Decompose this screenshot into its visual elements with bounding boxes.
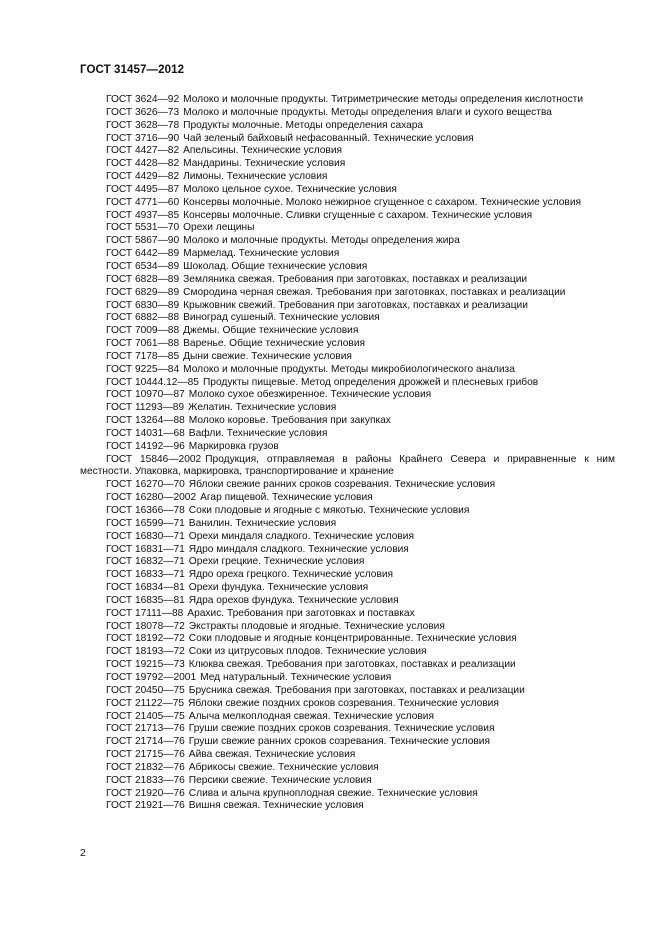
reference-entry xyxy=(80,222,615,235)
reference-code: ГОСТ 21714—76 xyxy=(106,736,185,748)
reference-entry xyxy=(80,723,615,736)
reference-code: ГОСТ 16834—81 xyxy=(106,582,185,594)
reference-title: Молоко и молочные продукты. Методы определения влаги и сухого вещества xyxy=(183,106,552,118)
reference-code: ГОСТ 15846—2002 xyxy=(106,453,202,465)
reference-title: Смородина черная свежая. Требования при заготовках, поставках и реализации xyxy=(183,286,566,298)
reference-entry xyxy=(80,454,615,480)
reference-code: ГОСТ 16270—70 xyxy=(106,479,185,491)
reference-title: Джемы. Общие технические условия xyxy=(183,325,359,337)
reference-entry xyxy=(80,492,615,505)
reference-code: ГОСТ 5531—70 xyxy=(106,222,180,234)
reference-title: Ядро ореха грецкого. Технические условия xyxy=(188,569,394,581)
reference-entry xyxy=(80,133,615,146)
reference-entry xyxy=(80,762,615,775)
reference-code: ГОСТ 20450—75 xyxy=(106,684,185,696)
reference-entry xyxy=(80,428,615,441)
reference-entry xyxy=(80,377,615,390)
reference-title: Молоко и молочные продукты. Титриметрические методы определения кислотности xyxy=(183,94,584,105)
reference-title: Персики свежие. Технические условия xyxy=(188,774,372,786)
reference-entry xyxy=(80,749,615,762)
reference-entry xyxy=(80,505,615,518)
reference-code: ГОСТ 21405—75 xyxy=(106,710,185,722)
reference-title: Мармелад. Технические условия xyxy=(183,248,340,260)
reference-entry xyxy=(80,685,615,698)
reference-title: Крыжовник свежий. Требования при заготовках, поставках и реализации xyxy=(183,299,528,311)
reference-title: Ванилин. Технические условия xyxy=(188,517,337,529)
reference-code: ГОСТ 21715—76 xyxy=(106,749,185,761)
reference-title: Молоко сухое обезжиренное. Технические условия xyxy=(188,389,432,401)
reference-title: Алыча мелкоплодная свежая. Технические условия xyxy=(188,710,435,722)
reference-code: ГОСТ 21122—75 xyxy=(106,697,185,709)
reference-title: Абрикосы свежие. Технические условия xyxy=(188,761,379,773)
reference-code: ГОСТ 4429—82 xyxy=(106,171,180,183)
reference-code: ГОСТ 10444.12—85 xyxy=(106,376,199,388)
reference-entry xyxy=(80,158,615,171)
reference-code: ГОСТ 16280—2002 xyxy=(106,492,197,504)
reference-title: Вафли. Технические условия xyxy=(188,427,328,439)
reference-code: ГОСТ 21713—76 xyxy=(106,723,185,735)
reference-title: Яблоки свежие ранних сроков созревания. Технические условия xyxy=(188,479,496,491)
reference-title: Шоколад. Общие технические условия xyxy=(183,260,368,272)
reference-entry xyxy=(80,197,615,210)
reference-title: Ядра орехов фундука. Технические условия xyxy=(188,594,399,606)
reference-code: ГОСТ 11293—89 xyxy=(106,402,185,414)
reference-entry xyxy=(80,659,615,672)
reference-title: Соки плодовые и ягодные концентрированные. Технические условия xyxy=(188,633,517,645)
reference-entry xyxy=(80,788,615,801)
reference-code: ГОСТ 17111—88 xyxy=(106,607,184,619)
reference-code: ГОСТ 21920—76 xyxy=(106,787,185,799)
reference-code: ГОСТ 4771—60 xyxy=(106,196,180,208)
reference-code: ГОСТ 18078—72 xyxy=(106,620,185,632)
reference-code: ГОСТ 14192—96 xyxy=(106,440,185,452)
reference-entry xyxy=(80,633,615,646)
reference-title: Айва свежая. Технические условия xyxy=(188,749,356,761)
reference-entry xyxy=(80,531,615,544)
reference-entry xyxy=(80,698,615,711)
reference-code: ГОСТ 16831—71 xyxy=(106,543,185,555)
reference-entry xyxy=(80,312,615,325)
reference-code: ГОСТ 21833—76 xyxy=(106,774,185,786)
reference-code: ГОСТ 3624—92 xyxy=(106,94,180,105)
reference-title: Агар пищевой. Технические условия xyxy=(200,492,373,504)
page-number: 2 xyxy=(80,847,86,859)
reference-entry xyxy=(80,441,615,454)
reference-title: Желатин. Технические условия xyxy=(188,402,337,414)
reference-entry xyxy=(80,415,615,428)
reference-entry xyxy=(80,608,615,621)
reference-title: Мед натуральный. Технические условия xyxy=(200,671,392,683)
reference-entry xyxy=(80,672,615,685)
reference-entry xyxy=(80,518,615,531)
reference-code: ГОСТ 18192—72 xyxy=(106,633,185,645)
reference-title: Орехи лещины xyxy=(183,222,255,234)
reference-title: Орехи миндаля сладкого. Технические условия xyxy=(188,530,414,542)
reference-entry xyxy=(80,248,615,261)
reference-title: Молоко коровье. Требования при закупках xyxy=(188,415,391,427)
reference-title: Экстракты плодовые и ягодные. Технические условия xyxy=(188,620,445,632)
reference-code: ГОСТ 7009—88 xyxy=(106,325,180,337)
reference-title: Арахис. Требования при заготовках и поставках xyxy=(187,607,415,619)
reference-entry xyxy=(80,274,615,287)
reference-entry xyxy=(80,235,615,248)
reference-entry xyxy=(80,389,615,402)
reference-code: ГОСТ 4495—87 xyxy=(106,183,180,195)
reference-title: Слива и алыча крупноплодная свежие. Технические условия xyxy=(188,787,478,799)
reference-code: ГОСТ 4937—85 xyxy=(106,209,180,221)
reference-entry xyxy=(80,287,615,300)
reference-code: ГОСТ 3716—90 xyxy=(106,132,180,144)
reference-title: Маркировка грузов xyxy=(188,440,279,452)
reference-code: ГОСТ 6534—89 xyxy=(106,260,180,272)
reference-code: ГОСТ 19215—73 xyxy=(106,659,185,671)
reference-code: ГОСТ 6828—89 xyxy=(106,273,180,285)
reference-entry xyxy=(80,145,615,158)
reference-entry xyxy=(80,595,615,608)
reference-title: Мандарины. Технические условия xyxy=(183,158,346,170)
reference-code: ГОСТ 7061—88 xyxy=(106,338,180,350)
reference-title: Брусника свежая. Требования при заготовках, поставках и реализации xyxy=(188,684,525,696)
reference-code: ГОСТ 18193—72 xyxy=(106,646,185,658)
reference-title: Продукты молочные. Методы определения сахара xyxy=(183,119,424,131)
reference-code: ГОСТ 10970—87 xyxy=(106,389,185,401)
reference-code: ГОСТ 14031—68 xyxy=(106,427,185,439)
reference-entry xyxy=(80,338,615,351)
reference-title: Земляника свежая. Требования при заготовках, поставках и реализации xyxy=(183,273,528,285)
reference-entry xyxy=(80,120,615,133)
reference-code: ГОСТ 16366—78 xyxy=(106,505,185,516)
reference-entry xyxy=(80,582,615,595)
reference-entry xyxy=(80,184,615,197)
reference-title: Виноград сушеный. Технические условия xyxy=(183,312,380,324)
reference-title: Клюква свежая. Требования при заготовках, поставках и реализации xyxy=(188,659,516,671)
reference-title: Продукция, отправляемая в районы Крайнего Севера и приравненные к ним местности. Упаковка, маркировка, транспортирование и хранение xyxy=(80,453,615,478)
reference-entry xyxy=(80,711,615,724)
reference-entry xyxy=(80,94,615,107)
reference-entry xyxy=(80,351,615,364)
reference-code: ГОСТ 16832—71 xyxy=(106,556,185,568)
reference-code: ГОСТ 4427—82 xyxy=(106,145,180,157)
reference-entry xyxy=(80,210,615,223)
reference-entry xyxy=(80,556,615,569)
reference-entry xyxy=(80,736,615,749)
reference-title: Консервы молочные. Молоко нежирное сгущенное с сахаром. Технические условия xyxy=(183,196,582,208)
reference-code: ГОСТ 3626—73 xyxy=(106,106,180,118)
reference-title: Молоко и молочные продукты. Методы микробиологического анализа xyxy=(183,363,515,375)
reference-title: Апельсины. Технические условия xyxy=(183,145,343,157)
reference-title: Орехи фундука. Технические условия xyxy=(188,582,369,594)
reference-title: Чай зеленый байховый нефасованный. Технические условия xyxy=(183,132,474,144)
reference-code: ГОСТ 6829—89 xyxy=(106,286,180,298)
document-header: ГОСТ 31457—2012 xyxy=(80,64,185,76)
reference-entry xyxy=(80,171,615,184)
reference-title: Вишня свежая. Технические условия xyxy=(188,800,364,812)
reference-code: ГОСТ 21832—76 xyxy=(106,761,185,773)
reference-title: Молоко цельное сухое. Технические условия xyxy=(183,183,397,195)
reference-entry xyxy=(80,544,615,557)
reference-code: ГОСТ 7178—85 xyxy=(106,350,180,362)
reference-code: ГОСТ 6882—88 xyxy=(106,312,180,324)
reference-code: ГОСТ 5867—90 xyxy=(106,235,180,247)
reference-entry xyxy=(80,621,615,634)
reference-entry xyxy=(80,261,615,274)
reference-title: Орехи грецкие. Технические условия xyxy=(188,556,365,568)
reference-code: ГОСТ 21921—76 xyxy=(106,800,185,812)
reference-code: ГОСТ 13264—88 xyxy=(106,415,185,427)
normative-references-list xyxy=(80,94,615,813)
reference-code: ГОСТ 6442—89 xyxy=(106,248,180,260)
reference-entry xyxy=(80,800,615,813)
reference-entry xyxy=(80,364,615,377)
reference-title: Молоко и молочные продукты. Методы определения жира xyxy=(183,235,460,247)
reference-code: ГОСТ 4428—82 xyxy=(106,158,180,170)
reference-title: Ядро миндаля сладкого. Технические условия xyxy=(188,543,409,555)
reference-title: Лимоны. Технические условия xyxy=(183,171,328,183)
reference-title: Консервы молочные. Сливки сгущенные с сахаром. Технические условия xyxy=(183,209,533,221)
reference-entry xyxy=(80,300,615,313)
reference-entry xyxy=(80,402,615,415)
reference-code: ГОСТ 16830—71 xyxy=(106,530,185,542)
reference-code: ГОСТ 16599—71 xyxy=(106,517,185,529)
reference-entry xyxy=(80,479,615,492)
reference-entry xyxy=(80,325,615,338)
reference-title: Дыни свежие. Технические условия xyxy=(183,350,352,362)
reference-title: Яблоки свежие поздних сроков созревания. Технические условия xyxy=(188,697,499,709)
reference-title: Соки из цитрусовых плодов. Технические условия xyxy=(188,646,427,658)
reference-title: Варенье. Общие технические условия xyxy=(183,338,366,350)
reference-title: Соки плодовые и ягодные с мякотью. Технические условия xyxy=(188,505,470,516)
reference-code: ГОСТ 19792—2001 xyxy=(106,671,197,683)
reference-code: ГОСТ 9225—84 xyxy=(106,363,180,375)
reference-title: Продукты пищевые. Метод определения дрожжей и плесневых грибов xyxy=(202,376,539,388)
reference-title: Груши свежие поздних сроков созревания. Технические условия xyxy=(188,723,495,735)
reference-entry xyxy=(80,775,615,788)
reference-code: ГОСТ 16833—71 xyxy=(106,569,185,581)
reference-code: ГОСТ 3628—78 xyxy=(106,119,180,131)
reference-code: ГОСТ 16835—81 xyxy=(106,594,185,606)
reference-entry xyxy=(80,569,615,582)
reference-entry xyxy=(80,646,615,659)
reference-code: ГОСТ 6830—89 xyxy=(106,299,180,311)
reference-entry xyxy=(80,107,615,120)
reference-title: Груши свежие ранних сроков созревания. Технические условия xyxy=(188,736,490,748)
